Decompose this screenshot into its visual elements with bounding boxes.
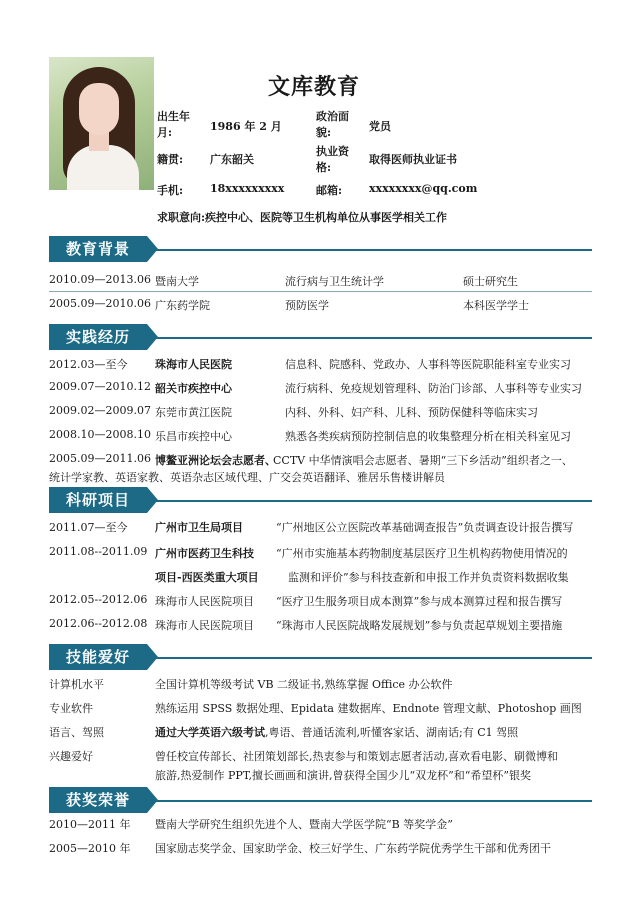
research-date-5: 2012.06--2012.08 (49, 617, 148, 630)
research-desc-5: “珠海市人民医院战略发展规划”参与负责起草规划主要措施 (276, 619, 563, 632)
practice-org-1: 珠海市人民医院 (155, 358, 232, 371)
research-org-1: 广州市卫生局项目 (155, 521, 243, 534)
birth-value: 1986 年 2 月 (210, 120, 282, 133)
research-desc-4: “医疗卫生服务项目成本测算”参与成本测算过程和报告撰写 (276, 595, 563, 608)
phone-label: 手机: (157, 184, 184, 197)
political-label: 政治面 (316, 110, 349, 123)
practice-date-1: 2012.03—至今 (49, 358, 128, 371)
practice-desc-5: CCTV 中华情演唱会志愿者、暑期“三下乡活动”组织者之一、 (273, 454, 573, 467)
practice-org-4: 乐昌市疾控中心 (155, 430, 232, 443)
skill-label-1: 计算机水平 (49, 678, 104, 691)
origin-value: 广东韶关 (210, 153, 254, 166)
section-title-education: 教育背景 (49, 236, 147, 262)
edu-school-2: 广东药学院 (155, 299, 210, 312)
email-value: xxxxxxxx@qq.com (369, 182, 478, 195)
skill-desc-4-cont: 旅游,热爱制作 PPT,擅长画画和演讲,曾获得全国少儿“双龙杯”和“希望杯”银奖 (155, 769, 532, 782)
research-date-1: 2011.07—至今 (49, 521, 128, 534)
section-title-skills: 技能爱好 (49, 644, 147, 670)
edu-row-line (49, 291, 592, 292)
practice-org-3: 东莞市黄江医院 (155, 406, 232, 419)
skill-desc-1: 全国计算机等级考试 VB 二级证书,熟练掌握 Office 办公软件 (155, 678, 453, 691)
section-title-practice: 实践经历 (49, 324, 147, 350)
practice-date-4: 2008.10—2008.10 (49, 428, 151, 441)
practice-desc-2: 流行病科、免疫规划管理科、防治门诊部、人事科等专业实习 (285, 382, 582, 395)
profile-photo (49, 57, 154, 190)
research-org-5: 珠海市人民医院项目 (155, 619, 254, 632)
resume-name: 文库教育 (268, 75, 361, 100)
political-label-cont: 貌: (316, 126, 332, 139)
research-org-2: 广州市医药卫生科技 (155, 547, 254, 560)
political-value: 党员 (369, 120, 391, 133)
practice-date-2: 2009.07—2010.12 (49, 380, 151, 393)
research-desc-3: 监测和评价”参与科技查新和申报工作并负责资料数据收集 (288, 571, 569, 584)
research-date-2: 2011.08--2011.09 (49, 545, 148, 558)
skill-desc-4: 曾任校宣传部长、社团策划部长,热衷参与和策划志愿者活动,喜欢看电影、刷微博和 (155, 750, 558, 763)
skill-desc-3-bold: 通过大学英语六级考试 (155, 726, 265, 739)
edu-degree-2: 本科医学学士 (463, 299, 529, 312)
license-label: 执业资 (316, 145, 349, 158)
practice-date-3: 2009.02—2009.07 (49, 404, 151, 417)
edu-major-1: 流行病与卫生统计学 (285, 275, 384, 288)
skill-desc-3: ,粤语、普通话流利,听懂客家话、湖南话;有 C1 驾照 (265, 726, 519, 739)
research-org-4: 珠海市人民医院项目 (155, 595, 254, 608)
skill-desc-3-line (155, 724, 518, 740)
award-desc-2: 国家励志奖学金、国家助学金、校三好学生、广东药学院优秀学生干部和优秀团干 (155, 842, 551, 855)
section-title-awards: 获奖荣誉 (49, 787, 147, 813)
award-date-1: 2010—2011 年 (49, 818, 131, 831)
birth-label-cont: 月: (157, 126, 173, 139)
award-desc-1: 暨南大学研究生组织先进个人、暨南大学医学院“B 等奖学金” (155, 818, 453, 831)
research-org-3: 项目-西医类重大项目 (155, 571, 259, 584)
practice-date-5: 2005.09—2011.06 (49, 452, 151, 465)
edu-date-2: 2005.09—2010.06 (49, 297, 151, 310)
practice-org-2: 韶关市疾控中心 (155, 382, 232, 395)
skill-desc-2: 熟练运用 SPSS 数据处理、Epidata 建数据库、Endnote 管理文献、Photoshop 画图 (155, 702, 582, 715)
practice-org-5: 博鳌亚洲论坛会志愿者、 (155, 454, 276, 467)
license-label-cont: 格: (316, 161, 332, 174)
job-intent: 求职意向:疾控中心、医院等卫生机构单位从事医学相关工作 (157, 211, 448, 224)
practice-desc-1: 信息科、院感科、党政办、人事科等医院职能科室专业实习 (285, 358, 571, 371)
skill-label-3: 语言、驾照 (49, 726, 104, 739)
skill-label-4: 兴趣爱好 (49, 750, 93, 763)
section-title-research: 科研项目 (49, 487, 147, 513)
edu-degree-1: 硕士研究生 (463, 275, 518, 288)
practice-desc-4: 熟悉各类疾病预防控制信息的收集整理分析在相关科室见习 (285, 430, 571, 443)
research-desc-2: “广州市实施基本药物制度基层医疗卫生机构药物使用情况的 (276, 547, 568, 560)
license-value: 取得医师执业证书 (369, 153, 457, 166)
research-date-4: 2012.05--2012.06 (49, 593, 148, 606)
edu-school-1: 暨南大学 (155, 275, 199, 288)
skill-label-2: 专业软件 (49, 702, 93, 715)
email-label: 邮箱: (316, 184, 343, 197)
edu-date-1: 2010.09—2013.06 (49, 273, 151, 286)
origin-label: 籍贯: (157, 153, 184, 166)
phone-value: 18xxxxxxxxx (210, 182, 285, 195)
research-desc-1: “广州地区公立医院改革基础调查报告”负责调查设计报告撰写 (276, 521, 574, 534)
birth-label: 出生年 (157, 110, 190, 123)
edu-major-2: 预防医学 (285, 299, 329, 312)
practice-desc-5-cont: 统计学家教、英语家教、英语杂志区域代理、广交会英语翻译、雅居乐售楼讲解员 (49, 471, 445, 484)
practice-desc-3: 内科、外科、妇产科、儿科、预防保健科等临床实习 (285, 406, 538, 419)
award-date-2: 2005—2010 年 (49, 842, 131, 855)
